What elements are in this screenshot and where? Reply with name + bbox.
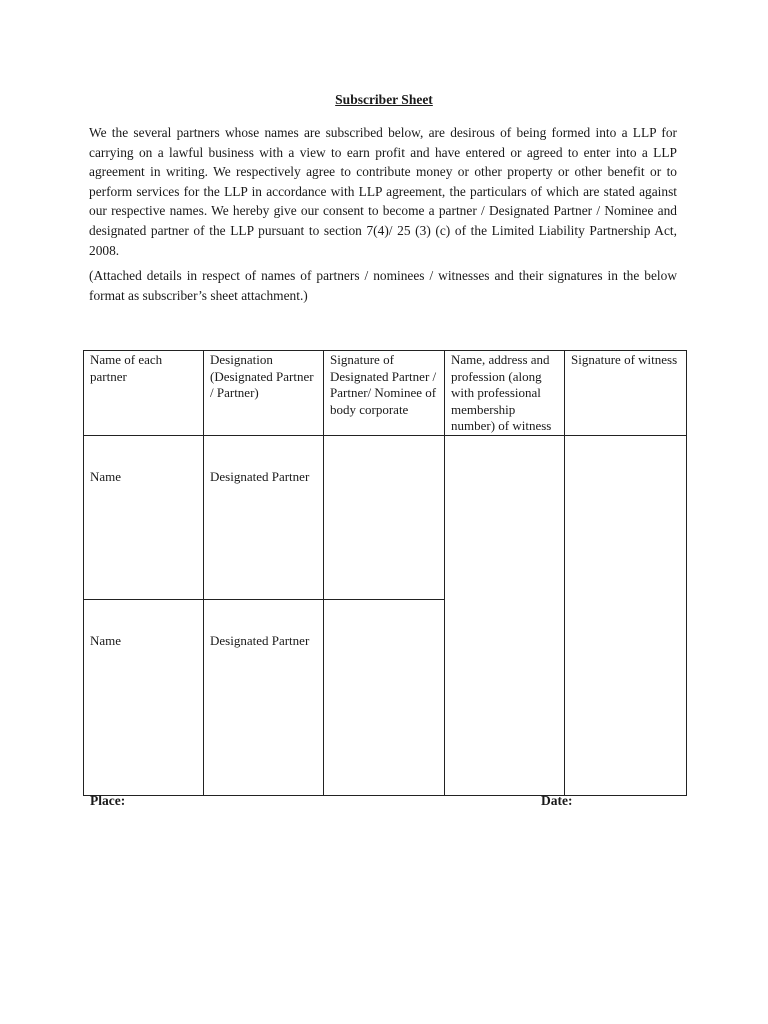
page-title: Subscriber Sheet bbox=[335, 92, 433, 107]
place-label: Place: bbox=[90, 793, 126, 808]
header-witness-signature: Signature of witness bbox=[565, 351, 687, 436]
partner-name-cell: Name bbox=[84, 435, 204, 599]
partner-signature-cell bbox=[324, 599, 445, 795]
date-label: Date: bbox=[541, 793, 573, 808]
designation-cell: Designated Partner bbox=[204, 435, 324, 599]
subscriber-table bbox=[83, 350, 687, 796]
table-header-row bbox=[84, 351, 687, 436]
header-designation: Designation (Designated Partner / Partner) bbox=[204, 351, 324, 436]
witness-details-cell bbox=[445, 435, 565, 795]
partner-signature-cell bbox=[324, 435, 445, 599]
consent-paragraph: We the several partners whose names are subscribed below, are desirous of being formed into a LLP for carrying on a lawful business with a view to earn profit and have entered or agreed to enter into a LLP agreement in writing. We respectively agree to contribute money or other property or other benefit or to perform services for the LLP in accordance with LLP agreement, the particulars of which are stated against our respective names. We hereby give our consent to become a partner / Designated Partner / Nominee and designated partner of the LLP pursuant to section 7(4)/ 25 (3) (c) of the Limited Liability Partnership Act, 2008. bbox=[89, 125, 677, 258]
designation-cell: Designated Partner bbox=[204, 599, 324, 795]
header-partner-signature: Signature of Designated Partner / Partner/ Nominee of body corporate bbox=[324, 351, 445, 436]
attachment-note: (Attached details in respect of names of partners / nominees / witnesses and their signatures in the below format as subscriber’s sheet attachment.) bbox=[89, 268, 677, 303]
witness-signature-cell bbox=[565, 435, 687, 795]
header-witness-details: Name, address and profession (along with professional membership number) of witness bbox=[445, 351, 565, 436]
table-row bbox=[84, 435, 687, 599]
partner-name-cell: Name bbox=[84, 599, 204, 795]
header-partner-name: Name of each partner bbox=[84, 351, 204, 436]
